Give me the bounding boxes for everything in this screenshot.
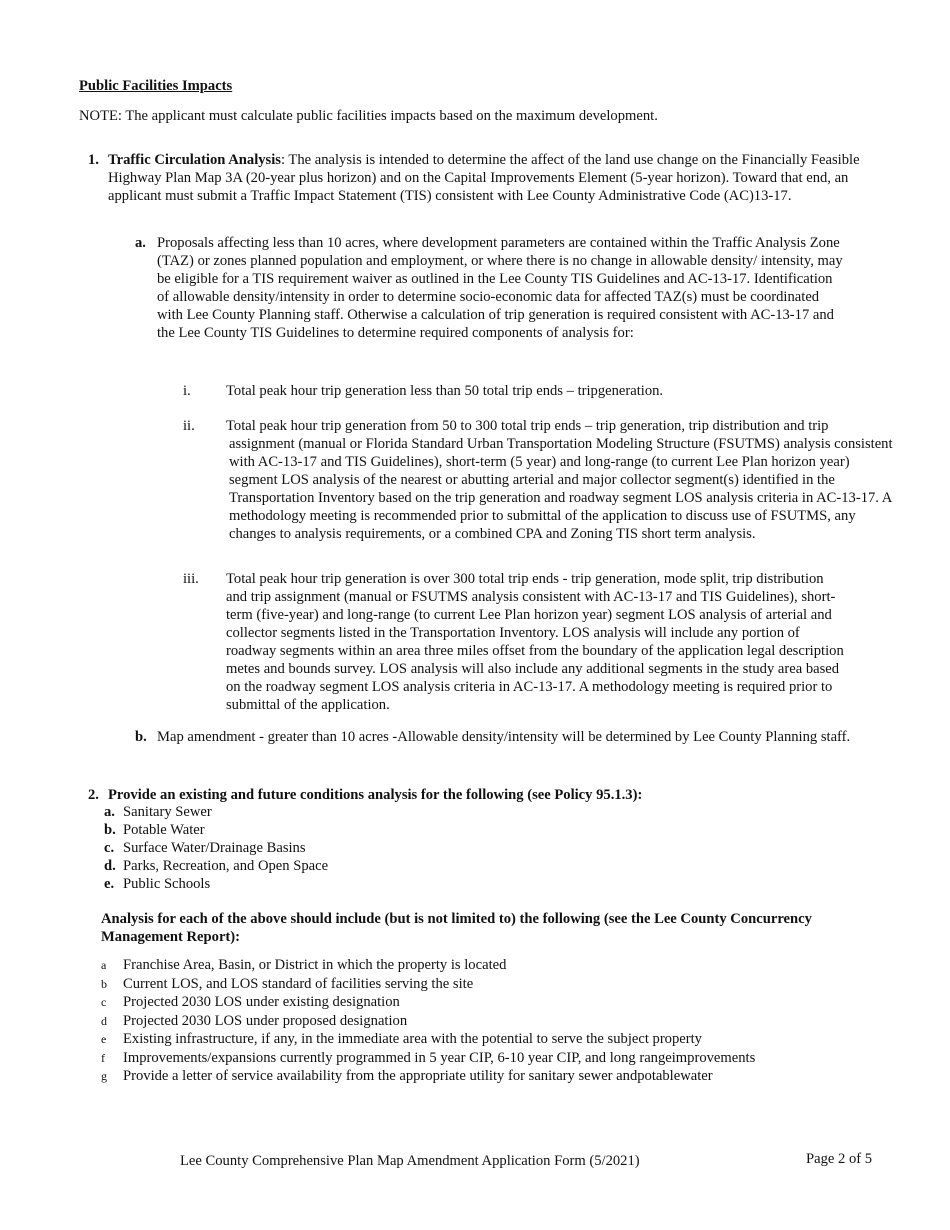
roman-paragraph: Total peak hour trip generation is over 300 total trip ends - trip generation, mode split, trip distribution and trip assignment (manual or FSUTMS analysis consistent with AC-13-17 and TIS Guidelines), short-term (five-year) and long-range (to current Lee Plan horizon year) segment LOS analysis of arterial and collector segments listed in the Transportation Inventory. LOS analysis will include any portion of roadway segments within an area three miles offset from the boundary of the application legal description metes and bounds survey. LOS analysis will also include any additional segments in the study area based on the roadway segment LOS analysis criteria in AC-13-17. A methodology meeting is required prior to submittal of the application. <box>226 571 844 713</box>
list-text: Parks, Recreation, and Open Space <box>123 858 329 874</box>
list-item <box>104 821 328 839</box>
list-text: Projected 2030 LOS under proposed designation <box>123 1012 408 1029</box>
sub-a-paragraph: Proposals affecting less than 10 acres, where development parameters are contained within the Traffic Analysis Zone (TAZ) or zones planned population and employment, or where there is no change in allowable density/ intensity, may be eligible for a TIS requirement waiver as outlined in the Lee County TIS Guidelines and AC-13-17. Identification of allowable density/intensity in order to determine socio-economic data for affected TAZ(s) must be coordinated with Lee County Planning staff. Otherwise a calculation of trip generation is required consistent with AC-13-17 and the Lee County TIS Guidelines to determine required components of analysis for: <box>157 235 843 341</box>
list-item <box>101 993 755 1012</box>
list-letter: a <box>101 958 107 972</box>
list-item <box>104 803 328 821</box>
list-letter: c. <box>104 840 115 856</box>
list-item <box>101 956 755 975</box>
list-text: Public Schools <box>123 876 211 892</box>
analysis-heading: Analysis for each of the above should include (but is not limited to) the following (see the Lee County Concurrency Management Report): <box>101 911 812 945</box>
list-item <box>104 839 328 857</box>
list-letter: a. <box>104 804 115 820</box>
list-letter: f <box>101 1050 105 1065</box>
section-title: Public Facilities Impacts <box>79 78 233 94</box>
list-item <box>101 1012 755 1031</box>
list-item <box>101 1049 755 1068</box>
list-letter: d. <box>104 858 116 874</box>
list-text: Improvements/expansions currently programmed in 5 year CIP, 6-10 year CIP, and long rangeimprovements <box>123 1049 756 1066</box>
roman-paragraph: Total peak hour trip generation less than 50 total trip ends – tripgeneration. <box>226 383 664 399</box>
list-text: Sanitary Sewer <box>123 804 212 820</box>
list-letter: b <box>101 976 107 991</box>
sub-letter: a. <box>135 235 146 251</box>
page-number: Page 2 of 5 <box>806 1151 873 1167</box>
item-1-paragraph <box>108 151 860 205</box>
item-text: : The analysis is intended to determine the affect of the land use change on the Financially Feasible Highway Plan Map 3A (20-year plus horizon) and on the Capital Improvements Element (5-year horizon). Toward that end, an applicant must submit a Traffic Impact Statement (TIS) consistent with Lee County Administrative Code (AC)13-17. <box>108 152 860 204</box>
analysis-list <box>101 956 755 1086</box>
list-letter: e. <box>104 876 115 892</box>
list-text: Surface Water/Drainage Basins <box>123 840 306 856</box>
list-letter: c <box>101 995 107 1009</box>
footer-form-name: Lee County Comprehensive Plan Map Amendment Application Form (5/2021) <box>180 1153 640 1169</box>
list-text: Provide a letter of service availability from the appropriate utility for sanitary sewer andpotablewater <box>123 1068 713 1084</box>
item-number: 1. <box>88 152 99 168</box>
list-text: Existing infrastructure, if any, in the immediate area with the potential to serve the subject property <box>123 1031 702 1047</box>
roman-number: iii. <box>183 571 199 587</box>
list-letter: d <box>101 1013 107 1028</box>
roman-number: ii. <box>183 418 195 434</box>
item-heading: Traffic Circulation Analysis <box>108 152 281 168</box>
facility-list <box>104 803 328 893</box>
note-text: NOTE: The applicant must calculate public facilities impacts based on the maximum development. <box>79 108 658 124</box>
list-letter: b. <box>104 822 116 838</box>
list-letter: e <box>101 1032 107 1046</box>
list-text: Current LOS, and LOS standard of facilities serving the site <box>123 975 474 992</box>
item-heading: Provide an existing and future conditions analysis for the following (see Policy 95.1.3): <box>108 787 643 803</box>
list-item <box>101 1030 755 1049</box>
list-item <box>104 857 328 875</box>
item-number: 2. <box>88 787 99 803</box>
roman-number: i. <box>183 383 191 399</box>
list-item <box>101 975 755 994</box>
sub-b-paragraph: Map amendment - greater than 10 acres -Allowable density/intensity will be determined by Lee County Planning staff. <box>157 729 851 745</box>
list-letter: g <box>101 1069 107 1083</box>
list-text: Potable Water <box>123 822 205 838</box>
list-item <box>101 1067 755 1086</box>
roman-paragraph: Total peak hour trip generation from 50 to 300 total trip ends – trip generation, trip distribution and trip assignment (manual or Florida Standard Urban Transportation Modeling Structure (FSUTMS) analysis consistent with AC-13-17 and TIS Guidelines), short-term (5 year) and long-range (to current Lee Plan horizon year) segment LOS analysis of the nearest or abutting arterial and major collector segment(s) identified in the Transportation Inventory based on the trip generation and roadway segment LOS analysis criteria in AC-13-17. A methodology meeting is recommended prior to submittal of the application to discuss use of FSUTMS, any changes to analysis requirements, or a combined CPA and Zoning TIS short term analysis. <box>226 418 893 542</box>
list-item <box>104 875 328 893</box>
list-text: Projected 2030 LOS under existing designation <box>123 994 400 1010</box>
list-text: Franchise Area, Basin, or District in which the property is located <box>123 957 507 973</box>
sub-letter: b. <box>135 729 147 745</box>
